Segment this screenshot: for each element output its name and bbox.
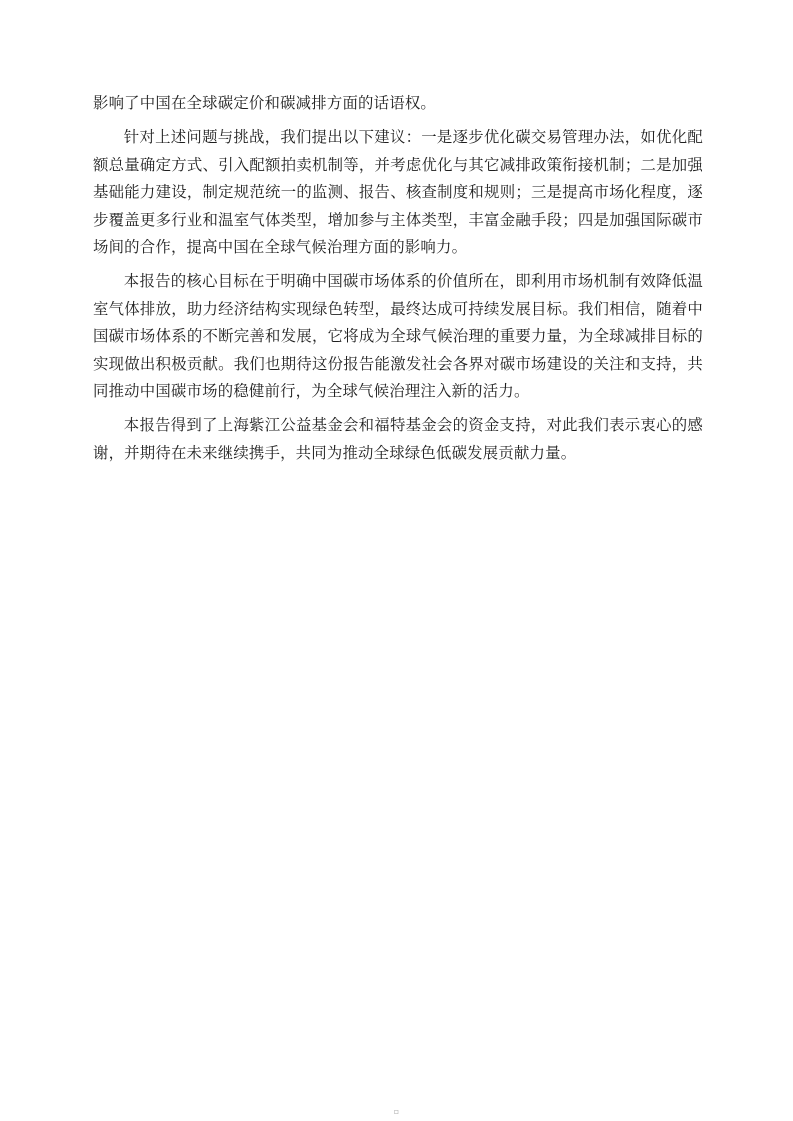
page-footer-mark: ▫ bbox=[393, 1107, 400, 1116]
paragraph-recommendations: 针对上述问题与挑战，我们提出以下建议：一是逐步优化碳交易管理办法，如优化配额总量确定方式、引入配额拍卖机制等，并考虑优化与其它减排政策衔接机制；二是加强基础能力建设，制定规范统一的监测、报告、核查制度和规则；三是提高市场化程度，逐步覆盖更多行业和温室气体类型，增加参与主体类型，丰富金融手段；四是加强国际碳市场间的合作，提高中国在全球气候治理方面的影响力。 bbox=[93, 128, 703, 257]
document-body bbox=[93, 90, 703, 474]
paragraph-acknowledgement: 本报告得到了上海紫江公益基金会和福特基金会的资金支持，对此我们表示衷心的感谢，并期待在未来继续携手，共同为推动全球绿色低碳发展贡献力量。 bbox=[93, 416, 703, 462]
paragraph-core-objective: 本报告的核心目标在于明确中国碳市场体系的价值所在，即利用市场机制有效降低温室气体排放，助力经济结构实现绿色转型，最终达成可持续发展目标。我们相信，随着中国碳市场体系的不断完善和发展，它将成为全球气候治理的重要力量，为全球减排目标的实现做出积极贡献。我们也期待这份报告能激发社会各界对碳市场建设的关注和支持，共同推动中国碳市场的稳健前行，为全球气候治理注入新的活力。 bbox=[93, 272, 703, 401]
paragraph-continuation: 影响了中国在全球碳定价和碳减排方面的话语权。 bbox=[93, 94, 436, 112]
